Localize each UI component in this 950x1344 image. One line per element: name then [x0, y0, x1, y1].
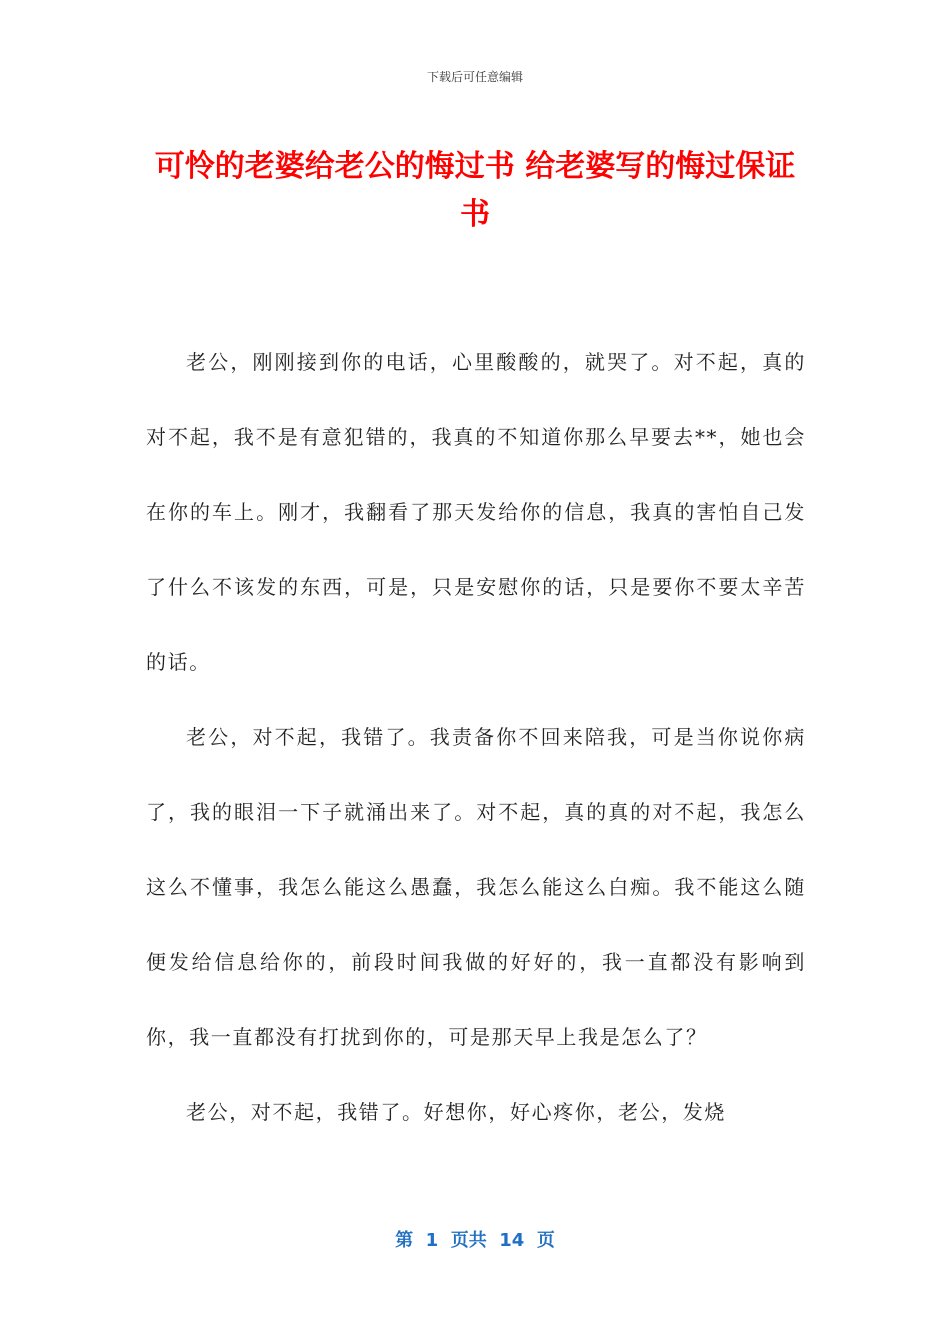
- paragraph-2: 老公，对不起，我错了。我责备你不回来陪我，可是当你说你病了，我的眼泪一下子就涌出来了。对不起，真的真的对不起，我怎么这么不懂事，我怎么能这么愚蠢，我怎么能这么白痴。我不能这么随便发给信息给你的，前段时间我做的好好的，我一直都没有影响到你，我一直都没有打扰到你的，可是那天早上我是怎么了？: [146, 725, 806, 1049]
- page-footer: 第 1 页共 14 页: [395, 1230, 555, 1251]
- document-body: [146, 325, 806, 1150]
- document-title: 可怜的老婆给老公的悔过书 给老婆写的悔过保证书: [154, 149, 796, 232]
- paragraph-3: 老公，对不起，我错了。好想你，好心疼你，老公，发烧: [186, 1100, 726, 1124]
- header-note: 下载后可任意编辑: [426, 70, 523, 84]
- paragraph-1: 老公，刚刚接到你的电话，心里酸酸的，就哭了。对不起，真的对不起，我不是有意犯错的，我真的不知道你那么早要去**，她也会在你的车上。刚才，我翻看了那天发给你的信息，我真的害怕自己发了什么不该发的东西，可是，只是安慰你的话，只是要你不要太辛苦的话。: [146, 350, 806, 674]
